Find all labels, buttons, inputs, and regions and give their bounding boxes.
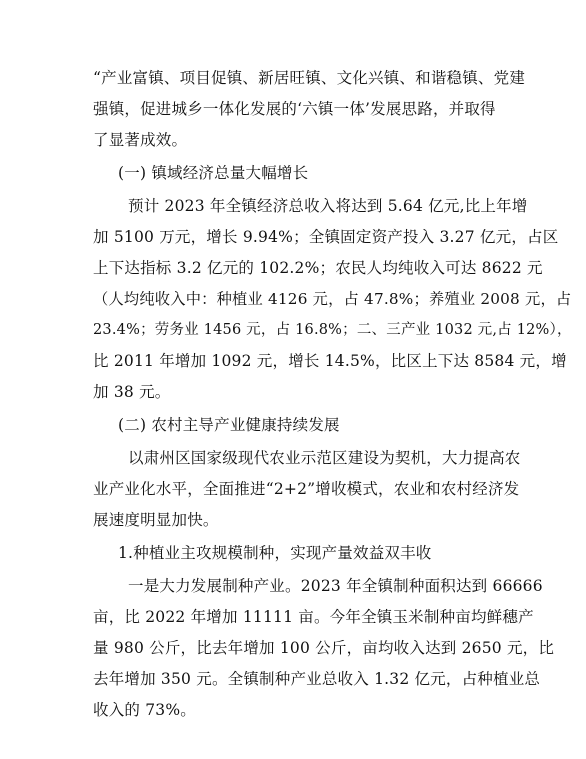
section-heading: (一) 镇域经济总量大幅增长 (118, 164, 309, 182)
section-heading: (二) 农村主导产业健康持续发展 (118, 416, 340, 434)
text-line: 23.4%；劳务业 1456 元，占 16.8%；二、三产业 1032 元,占 12%）， (93, 322, 572, 338)
text-line: 加 38 元。 (93, 383, 171, 401)
text-line: 收入的 73%。 (93, 701, 196, 719)
text-line: 去年增加 350 元。全镇制种产业总收入 1.32 亿元，占种植业总 (93, 670, 541, 688)
text-line: 比 2011 年增加 1092 元，增长 14.5%，比区上下达 8584 元，增 (93, 352, 567, 370)
text-line: （人均纯收入中：种植业 4126 元，占 47.8%；养殖业 2008 元，占 (93, 290, 572, 308)
subsection-heading: 1.种植业主攻规模制种，实现产量效益双丰收 (118, 544, 432, 562)
text-line: 加 5100 万元，增长 9.94%；全镇固定资产投入 3.27 亿元，占区 (93, 228, 559, 246)
text-line: 亩，比 2022 年增加 11111 亩。今年全镇玉米制种亩均鲜穗产 (93, 608, 534, 626)
text-line: “产业富镇、项目促镇、新居旺镇、文化兴镇、和谐稳镇、党建 (93, 69, 526, 87)
text-line: 一是大力发展制种产业。2023 年全镇制种面积达到 66666 (128, 577, 543, 595)
text-line: 量 980 公斤，比去年增加 100 公斤，亩均收入达到 2650 元，比 (93, 639, 555, 657)
text-line: 强镇，促进城乡一体化发展的‘六镇一体’发展思路，并取得 (93, 100, 496, 118)
text-line: 了显著成效。 (93, 131, 188, 149)
text-line: 展速度明显加快。 (93, 511, 219, 529)
text-line: 预计 2023 年全镇经济总收入将达到 5.64 亿元,比上年增 (128, 197, 528, 215)
text-line: 以肃州区国家级现代农业示范区建设为契机，大力提高农 (128, 449, 521, 467)
text-line: 业产业化水平，全面推进“2+2”增收模式，农业和农村经济发 (93, 480, 520, 498)
text-line: 上下达指标 3.2 亿元的 102.2%；农民人均纯收入可达 8622 元 (93, 259, 543, 277)
